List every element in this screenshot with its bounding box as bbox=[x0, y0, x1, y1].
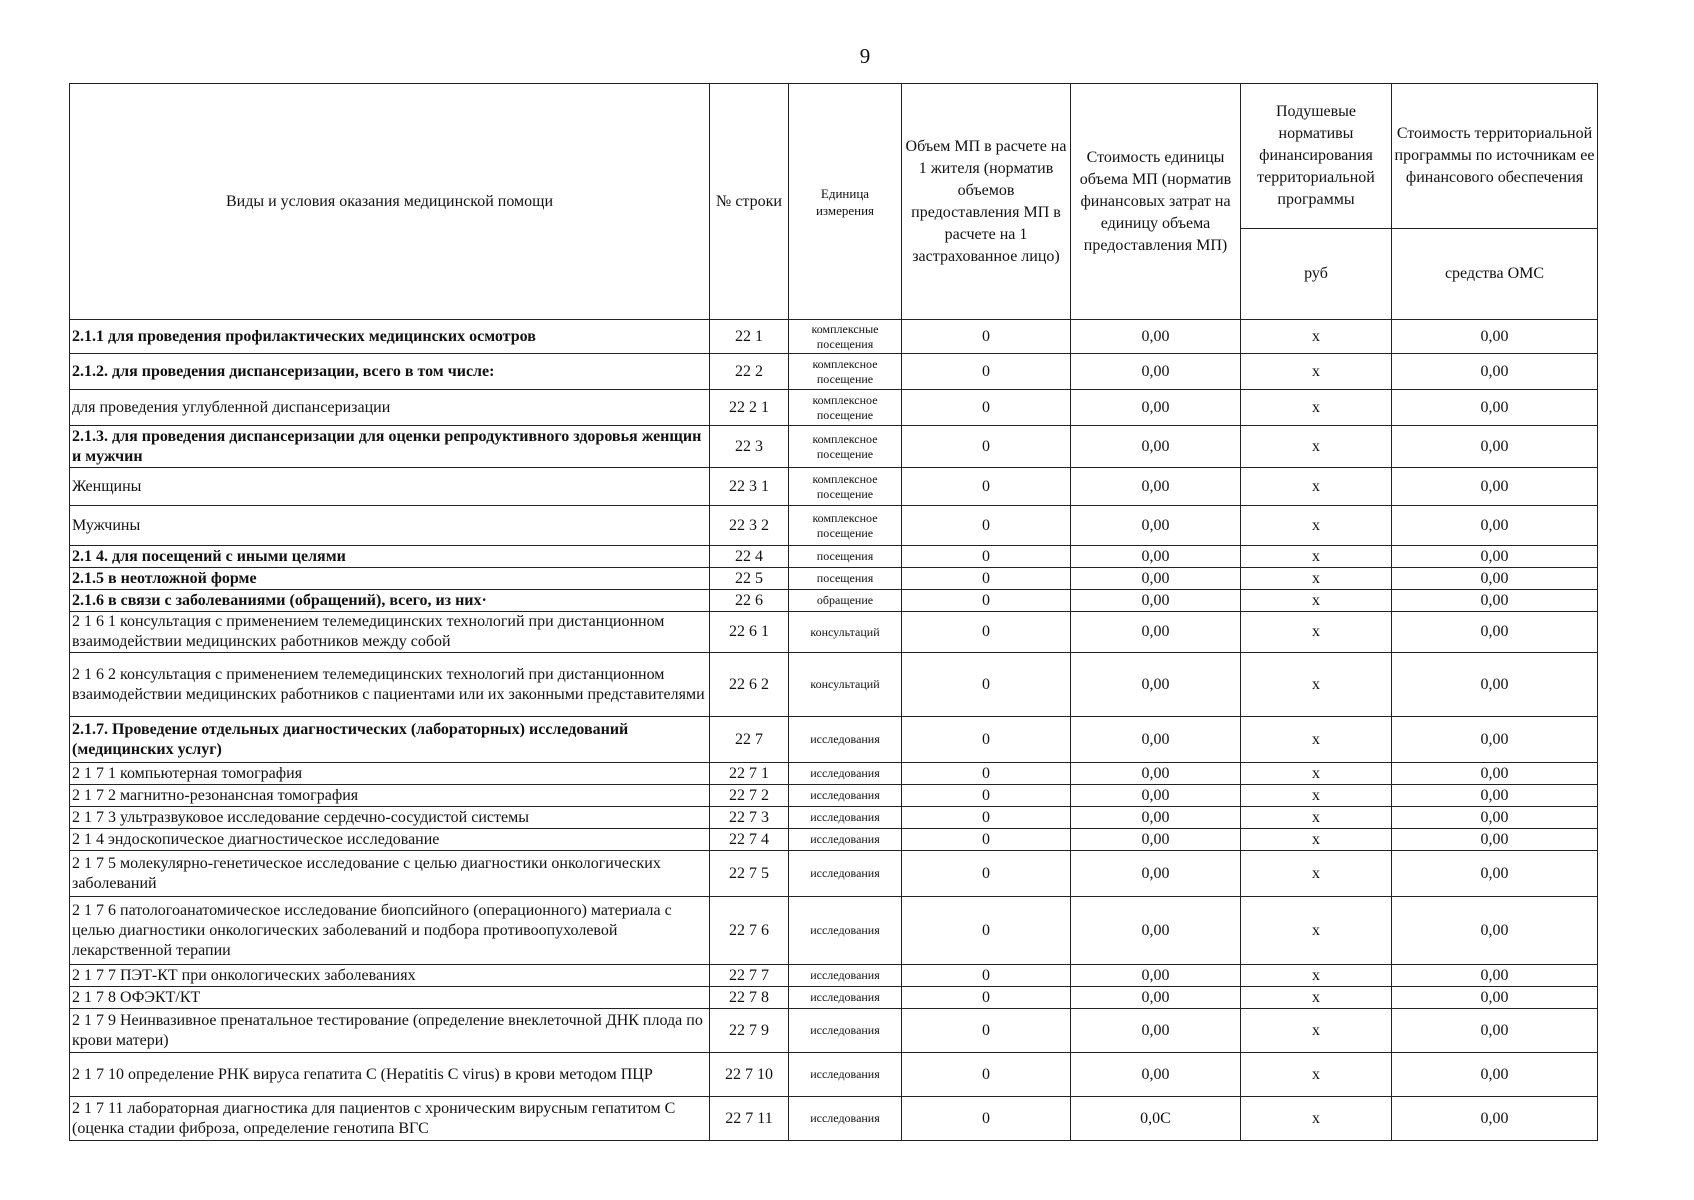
row-volume: 0 bbox=[902, 987, 1071, 1009]
row-per-capita: х bbox=[1241, 987, 1392, 1009]
row-unit: исследования bbox=[789, 717, 902, 763]
row-volume: 0 bbox=[902, 785, 1071, 807]
row-name: 2.1 4. для посещений с иными целями bbox=[70, 546, 710, 568]
row-oms-funds: 0,00 bbox=[1392, 829, 1598, 851]
row-unit: исследования bbox=[789, 851, 902, 897]
row-name: 2.1.7. Проведение отдельных диагностических (лабораторных) исследований (медицинских услуг) bbox=[70, 717, 710, 763]
table-row bbox=[70, 1053, 1598, 1097]
row-unit-cost: 0,00 bbox=[1071, 897, 1241, 965]
row-oms-funds: 0,00 bbox=[1392, 468, 1598, 506]
row-volume: 0 bbox=[902, 320, 1071, 354]
row-unit-cost: 0,00 bbox=[1071, 653, 1241, 717]
row-oms-funds: 0,00 bbox=[1392, 354, 1598, 390]
row-number: 22 3 bbox=[710, 426, 789, 468]
row-name: 2 1 7 9 Неинвазивное пренатальное тестирование (определение внеклеточной ДНК плода по крови матери) bbox=[70, 1009, 710, 1053]
row-unit-cost: 0,00 bbox=[1071, 987, 1241, 1009]
row-oms-funds: 0,00 bbox=[1392, 590, 1598, 612]
table-row bbox=[70, 590, 1598, 612]
row-name: 2.1.3. для проведения диспансеризации для оценки репродуктивного здоровья женщин и мужчин bbox=[70, 426, 710, 468]
page-number: 9 bbox=[859, 44, 871, 68]
row-number: 22 7 9 bbox=[710, 1009, 789, 1053]
row-per-capita: х bbox=[1241, 897, 1392, 965]
row-unit-cost: 0,00 bbox=[1071, 1053, 1241, 1097]
table-row bbox=[70, 763, 1598, 785]
row-unit-cost: 0,00 bbox=[1071, 590, 1241, 612]
row-oms-funds: 0,00 bbox=[1392, 653, 1598, 717]
row-per-capita: х bbox=[1241, 426, 1392, 468]
row-per-capita: х bbox=[1241, 390, 1392, 426]
row-unit-cost: 0,00 bbox=[1071, 1009, 1241, 1053]
row-volume: 0 bbox=[902, 965, 1071, 987]
row-unit: комплексные посещения bbox=[789, 320, 902, 354]
header-per-capita-standards: Подушевые нормативы финансирования территориальной программы bbox=[1241, 84, 1392, 229]
table-row bbox=[70, 426, 1598, 468]
row-unit-cost: 0,00 bbox=[1071, 568, 1241, 590]
table-row bbox=[70, 320, 1598, 354]
row-unit-cost: 0,00 bbox=[1071, 468, 1241, 506]
row-name: 2 1 7 1 компьютерная томография bbox=[70, 763, 710, 785]
row-number: 22 5 bbox=[710, 568, 789, 590]
row-per-capita: х bbox=[1241, 717, 1392, 763]
row-per-capita: х bbox=[1241, 354, 1392, 390]
row-oms-funds: 0,00 bbox=[1392, 546, 1598, 568]
row-name: для проведения углубленной диспансеризации bbox=[70, 390, 710, 426]
row-unit: исследования bbox=[789, 1053, 902, 1097]
row-oms-funds: 0,00 bbox=[1392, 807, 1598, 829]
row-oms-funds: 0,00 bbox=[1392, 897, 1598, 965]
table-row bbox=[70, 987, 1598, 1009]
row-unit-cost: 0,00 bbox=[1071, 829, 1241, 851]
row-per-capita: х bbox=[1241, 612, 1392, 653]
row-number: 22 6 bbox=[710, 590, 789, 612]
row-number: 22 7 7 bbox=[710, 965, 789, 987]
row-unit-cost: 0,00 bbox=[1071, 717, 1241, 763]
table-row bbox=[70, 807, 1598, 829]
row-volume: 0 bbox=[902, 468, 1071, 506]
table-row bbox=[70, 829, 1598, 851]
header-oms-funds: средства ОМС bbox=[1392, 229, 1598, 320]
row-oms-funds: 0,00 bbox=[1392, 1009, 1598, 1053]
row-oms-funds: 0,00 bbox=[1392, 426, 1598, 468]
row-unit-cost: 0,00 bbox=[1071, 390, 1241, 426]
row-number: 22 3 1 bbox=[710, 468, 789, 506]
row-per-capita: х bbox=[1241, 1009, 1392, 1053]
row-unit: комплексное посещение bbox=[789, 390, 902, 426]
row-per-capita: х bbox=[1241, 320, 1392, 354]
row-unit: исследования bbox=[789, 763, 902, 785]
row-oms-funds: 0,00 bbox=[1392, 320, 1598, 354]
row-name: 2 1 6 1 консультация с применением телемедицинских технологий при дистанционном взаимодействии медицинских работников между собой bbox=[70, 612, 710, 653]
row-number: 22 7 1 bbox=[710, 763, 789, 785]
row-volume: 0 bbox=[902, 426, 1071, 468]
row-volume: 0 bbox=[902, 1053, 1071, 1097]
table-body bbox=[70, 320, 1598, 1141]
table-row bbox=[70, 568, 1598, 590]
table-row bbox=[70, 965, 1598, 987]
row-unit: комплексное посещение bbox=[789, 426, 902, 468]
row-volume: 0 bbox=[902, 590, 1071, 612]
row-oms-funds: 0,00 bbox=[1392, 612, 1598, 653]
header-row-number: № строки bbox=[710, 84, 789, 320]
row-oms-funds: 0,00 bbox=[1392, 1053, 1598, 1097]
row-volume: 0 bbox=[902, 851, 1071, 897]
row-unit: консультаций bbox=[789, 653, 902, 717]
row-unit: консультаций bbox=[789, 612, 902, 653]
row-unit-cost: 0,00 bbox=[1071, 851, 1241, 897]
table-row bbox=[70, 1097, 1598, 1141]
row-number: 22 6 1 bbox=[710, 612, 789, 653]
row-volume: 0 bbox=[902, 807, 1071, 829]
row-unit-cost: 0,00 bbox=[1071, 320, 1241, 354]
row-oms-funds: 0,00 bbox=[1392, 390, 1598, 426]
row-volume: 0 bbox=[902, 1009, 1071, 1053]
row-unit-cost: 0,00 bbox=[1071, 965, 1241, 987]
row-unit-cost: 0,0С bbox=[1071, 1097, 1241, 1141]
table-row bbox=[70, 354, 1598, 390]
row-unit: исследования bbox=[789, 807, 902, 829]
row-name: Мужчины bbox=[70, 506, 710, 546]
row-unit-cost: 0,00 bbox=[1071, 354, 1241, 390]
row-oms-funds: 0,00 bbox=[1392, 851, 1598, 897]
row-per-capita: х bbox=[1241, 1097, 1392, 1141]
row-oms-funds: 0,00 bbox=[1392, 965, 1598, 987]
header-volume-per-resident: Объем МП в расчете на 1 жителя (норматив объемов предоставления МП в расчете на 1 застрахованное лицо) bbox=[902, 84, 1071, 320]
table-row bbox=[70, 1009, 1598, 1053]
row-volume: 0 bbox=[902, 546, 1071, 568]
table-row bbox=[70, 612, 1598, 653]
row-oms-funds: 0,00 bbox=[1392, 717, 1598, 763]
table-row bbox=[70, 546, 1598, 568]
table-row bbox=[70, 851, 1598, 897]
row-number: 22 7 2 bbox=[710, 785, 789, 807]
table-row bbox=[70, 785, 1598, 807]
header-unit: Единица измерения bbox=[789, 84, 902, 320]
header-unit-cost: Стоимость единицы объема МП (норматив финансовых затрат на единицу объема предоставления МП) bbox=[1071, 84, 1241, 320]
row-oms-funds: 0,00 bbox=[1392, 785, 1598, 807]
row-number: 22 7 bbox=[710, 717, 789, 763]
row-unit: исследования bbox=[789, 965, 902, 987]
row-name: 2.1.5 в неотложной форме bbox=[70, 568, 710, 590]
row-volume: 0 bbox=[902, 1097, 1071, 1141]
row-per-capita: х bbox=[1241, 851, 1392, 897]
table-row bbox=[70, 653, 1598, 717]
row-unit: комплексное посещение bbox=[789, 468, 902, 506]
row-number: 22 4 bbox=[710, 546, 789, 568]
row-per-capita: х bbox=[1241, 763, 1392, 785]
header-program-cost: Стоимость территориальной программы по источникам ее финансового обеспечения bbox=[1392, 84, 1598, 229]
table-row bbox=[70, 897, 1598, 965]
row-volume: 0 bbox=[902, 506, 1071, 546]
row-per-capita: х bbox=[1241, 829, 1392, 851]
row-unit: посещения bbox=[789, 568, 902, 590]
row-name: Женщины bbox=[70, 468, 710, 506]
row-per-capita: х bbox=[1241, 590, 1392, 612]
row-number: 22 2 bbox=[710, 354, 789, 390]
row-name: 2.1.2. для проведения диспансеризации, всего в том числе: bbox=[70, 354, 710, 390]
row-number: 22 7 11 bbox=[710, 1097, 789, 1141]
row-number: 22 7 3 bbox=[710, 807, 789, 829]
row-name: 2 1 7 2 магнитно-резонансная томография bbox=[70, 785, 710, 807]
row-name: 2.1.1 для проведения профилактических медицинских осмотров bbox=[70, 320, 710, 354]
row-unit: исследования bbox=[789, 987, 902, 1009]
table-row bbox=[70, 717, 1598, 763]
row-volume: 0 bbox=[902, 612, 1071, 653]
row-name: 2.1.6 в связи с заболеваниями (обращений), всего, из них· bbox=[70, 590, 710, 612]
header-rub: руб bbox=[1241, 229, 1392, 320]
row-unit: комплексное посещение bbox=[789, 354, 902, 390]
row-oms-funds: 0,00 bbox=[1392, 506, 1598, 546]
row-number: 22 6 2 bbox=[710, 653, 789, 717]
row-volume: 0 bbox=[902, 354, 1071, 390]
row-name: 2 1 6 2 консультация с применением телемедицинских технологий при дистанционном взаимодействии медицинских работников с пациентами или их законными представителями bbox=[70, 653, 710, 717]
row-volume: 0 bbox=[902, 653, 1071, 717]
row-oms-funds: 0,00 bbox=[1392, 763, 1598, 785]
row-per-capita: х bbox=[1241, 653, 1392, 717]
row-volume: 0 bbox=[902, 763, 1071, 785]
row-unit-cost: 0,00 bbox=[1071, 807, 1241, 829]
row-per-capita: х bbox=[1241, 1053, 1392, 1097]
row-per-capita: х bbox=[1241, 965, 1392, 987]
row-number: 22 7 6 bbox=[710, 897, 789, 965]
row-volume: 0 bbox=[902, 390, 1071, 426]
row-unit: исследования bbox=[789, 1097, 902, 1141]
row-oms-funds: 0,00 bbox=[1392, 987, 1598, 1009]
row-name: 2 1 7 8 ОФЭКТ/КТ bbox=[70, 987, 710, 1009]
header-type-of-care: Виды и условия оказания медицинской помощи bbox=[70, 84, 710, 320]
row-number: 22 7 4 bbox=[710, 829, 789, 851]
row-name: 2 1 7 7 ПЭТ-КТ при онкологических заболеваниях bbox=[70, 965, 710, 987]
row-name: 2 1 4 эндоскопическое диагностическое исследование bbox=[70, 829, 710, 851]
row-oms-funds: 0,00 bbox=[1392, 568, 1598, 590]
row-volume: 0 bbox=[902, 897, 1071, 965]
row-number: 22 2 1 bbox=[710, 390, 789, 426]
row-number: 22 7 8 bbox=[710, 987, 789, 1009]
row-unit: обращение bbox=[789, 590, 902, 612]
table-row bbox=[70, 506, 1598, 546]
financing-table bbox=[69, 83, 1598, 1141]
row-name: 2 1 7 10 определение РНК вируса гепатита С (Hepatitis C virus) в крови методом ПЦР bbox=[70, 1053, 710, 1097]
row-number: 22 1 bbox=[710, 320, 789, 354]
row-per-capita: х bbox=[1241, 468, 1392, 506]
row-per-capita: х bbox=[1241, 785, 1392, 807]
row-per-capita: х bbox=[1241, 546, 1392, 568]
row-name: 2 1 7 5 молекулярно-генетическое исследование с целью диагностики онкологических заболеваний bbox=[70, 851, 710, 897]
row-unit: комплексное посещение bbox=[789, 506, 902, 546]
row-unit: посещения bbox=[789, 546, 902, 568]
row-per-capita: х bbox=[1241, 807, 1392, 829]
row-unit-cost: 0,00 bbox=[1071, 763, 1241, 785]
row-unit-cost: 0,00 bbox=[1071, 426, 1241, 468]
row-volume: 0 bbox=[902, 829, 1071, 851]
row-volume: 0 bbox=[902, 568, 1071, 590]
row-name: 2 1 7 11 лабораторная диагностика для пациентов с хроническим вирусным гепатитом С (оценка стадии фиброза, определение генотипа ВГС bbox=[70, 1097, 710, 1141]
row-unit: исследования bbox=[789, 829, 902, 851]
row-number: 22 7 10 bbox=[710, 1053, 789, 1097]
row-name: 2 1 7 6 патологоанатомическое исследование биопсийного (операционного) материала с целью диагностики онкологических заболеваний и подбора противоопухолевой лекарственной терапии bbox=[70, 897, 710, 965]
row-unit-cost: 0,00 bbox=[1071, 546, 1241, 568]
row-unit-cost: 0,00 bbox=[1071, 506, 1241, 546]
row-unit: исследования bbox=[789, 785, 902, 807]
row-volume: 0 bbox=[902, 717, 1071, 763]
row-number: 22 7 5 bbox=[710, 851, 789, 897]
row-number: 22 3 2 bbox=[710, 506, 789, 546]
row-per-capita: х bbox=[1241, 568, 1392, 590]
table-row bbox=[70, 468, 1598, 506]
row-unit-cost: 0,00 bbox=[1071, 785, 1241, 807]
row-per-capita: х bbox=[1241, 506, 1392, 546]
row-unit: исследования bbox=[789, 1009, 902, 1053]
row-unit: исследования bbox=[789, 897, 902, 965]
row-unit-cost: 0,00 bbox=[1071, 612, 1241, 653]
row-name: 2 1 7 3 ультразвуковое исследование сердечно-сосудистой системы bbox=[70, 807, 710, 829]
row-oms-funds: 0,00 bbox=[1392, 1097, 1598, 1141]
table-row bbox=[70, 390, 1598, 426]
